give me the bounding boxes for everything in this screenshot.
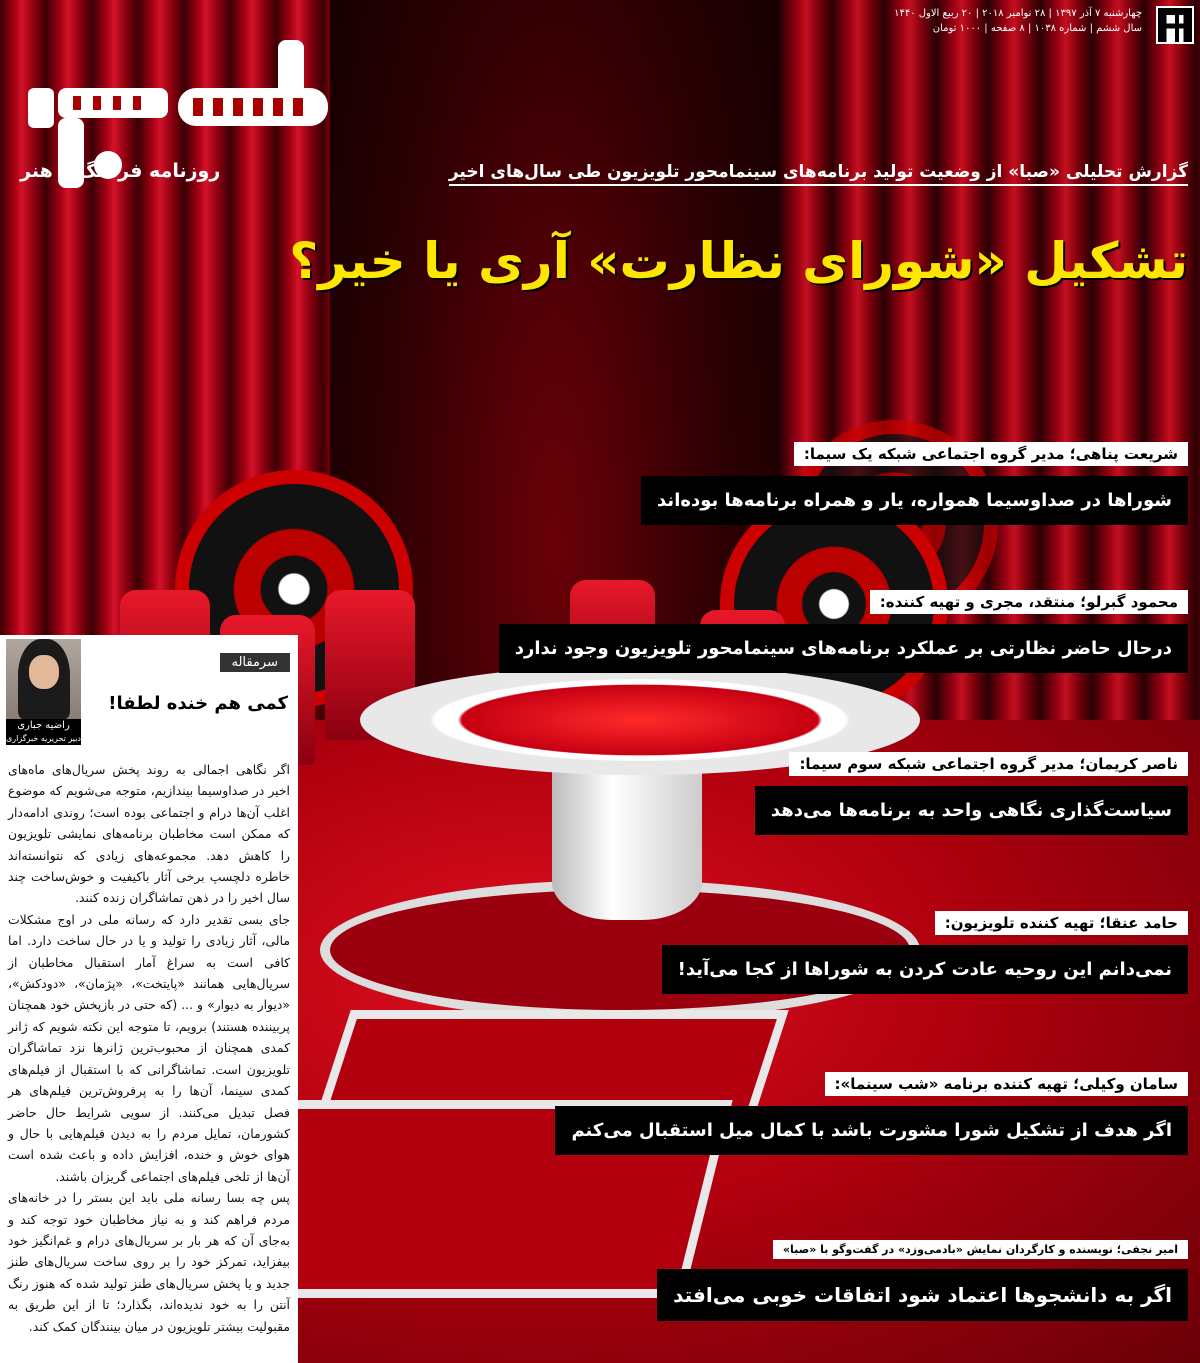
quote-text: سیاست‌گذاری نگاهی واحد به برنامه‌ها می‌دهد	[755, 786, 1188, 835]
quote-text: درحال حاضر نظارتی بر عملکرد برنامه‌های سینمامحور تلویزیون وجود ندارد	[499, 624, 1188, 673]
quote-speaker: محمود گبرلو؛ منتقد، مجری و تهیه کننده:	[870, 590, 1188, 614]
issue-line: سال ششم | شماره ۱۰۳۸ | ۸ صفحه | ۱۰۰۰ تومان	[932, 23, 1142, 34]
quote-speaker: سامان وکیلی؛ تهیه کننده برنامه «شب سینما»:	[825, 1072, 1188, 1096]
author-name: راضیه جباری	[6, 719, 81, 733]
quote-block	[657, 1238, 1188, 1321]
editorial-body	[8, 759, 290, 1337]
editorial-paragraph: جای بسی تقدیر دارد که رسانه ملی در اوج مشکلات مالی، آثار زیادی را تولید و یا در حال ساخت دارد. اما کافی است به سراغ آمار استقبال مخاطبان از سریال‌هایی همانند «پایتخت»، «پژمان»، «دودکش»، «دیوار به دیوار» و ... (که حتی در بازپخش خود همچنان پربیننده هستند) برویم، تا متوجه این نکته شویم که ژانر کمدی همچنان از محبوب‌ترین ژانرها نزد تماشاگران تلویزیون است. تماشاگرانی که با استقبال از فیلم‌های کمدی سینما، آن‌ها را به پرفروش‌ترین فیلم‌های هر فصل تبدیل می‌کنند. از سویی شرایط حال حاضر کشورمان، تمایل مردم را به دیدن فیلم‌هایی با حال و هوای خوش و خنده، افزایش داده و باعث شده است آن‌ها از تلخی فیلم‌های اجتماعی گریزان باشند.	[8, 911, 290, 1184]
main-headline: تشکیل «شورای نظارت» آری یا خیر؟	[289, 232, 1188, 290]
editorial-paragraph: اگر نگاهی اجمالی به روند پخش سریال‌های ماه‌های اخیر در صداوسیما بیندازیم، متوجه می‌شویم که موضوع اغلب آن‌ها درام و اجتماعی بوده است؛ روندی ادامه‌دار که ممکن است مخاطبان برنامه‌های نمایشی تلویزیون را کاهش دهد. مجموعه‌های زیادی که نتوانسته‌اند خاطره دلچسپ برخی آثار باکیفیت و خوش‌ساخت چند سال اخیر را در ذهن تماشاگران زنده کنند.	[8, 762, 290, 906]
quote-speaker: حامد عنقا؛ تهیه کننده تلویزیون:	[935, 911, 1188, 935]
quote-block	[755, 752, 1188, 835]
quote-block	[641, 442, 1188, 525]
quote-speaker: امیر نجفی؛ نویسنده و کارگردان نمایش «بادمی‌وزد» در گفت‌وگو با «صبا»	[773, 1240, 1188, 1259]
editorial-column	[0, 635, 298, 1363]
headline-kicker: گزارش تحلیلی «صبا» از وضعیت تولید برنامه‌های سینمامحور تلویزیون طی سال‌های اخیر	[449, 162, 1188, 186]
quote-block	[662, 911, 1188, 994]
editorial-title: کمی هم خنده لطفا!	[108, 693, 288, 714]
author-role: دبیر تحریریه خبرگزاری	[5, 734, 81, 743]
quote-block	[555, 1072, 1188, 1155]
quote-text: شوراها در صداوسیما همواره، یار و همراه برنامه‌ها بوده‌اند	[641, 476, 1188, 525]
quote-block	[499, 590, 1188, 673]
quote-text: اگر هدف از تشکیل شورا مشورت باشد با کمال میل استقبال می‌کنم	[555, 1106, 1188, 1155]
date-line: چهارشنبه ۷ آذر ۱۳۹۷ | ۲۸ نوامبر ۲۰۱۸ | ۲۰ ربیع الاول ۱۴۴۰	[894, 8, 1142, 19]
issue-info	[842, 6, 1142, 36]
quote-speaker: ناصر کریمان؛ مدیر گروه اجتماعی شبکه سوم سیما:	[789, 752, 1188, 776]
quote-speaker: شریعت پناهی؛ مدیر گروه اجتماعی شبکه یک سیما:	[794, 442, 1188, 466]
quote-text: نمی‌دانم این روحیه عادت کردن به شوراها از کجا می‌آید!	[662, 945, 1188, 994]
qr-code-icon	[1156, 6, 1194, 44]
section-tag: سرمقاله	[220, 653, 291, 672]
author-photo	[6, 639, 81, 719]
masthead-subtitle: روزنامه فرهنگ و هنر	[20, 160, 221, 182]
quote-text: اگر به دانشجوها اعتماد شود اتفاقات خوبی می‌افتد	[657, 1269, 1188, 1321]
editorial-paragraph: پس چه بسا رسانه ملی باید این بستر را در خانه‌های مردم فراهم کند و به نیاز مخاطبان خود توجه کند و به‌جای آن که هر بار بر سریال‌های درام و غم‌انگیز خود بیفزاید، تمرکز خود را بر روی ساخت سریال‌های طنز جدید و یا پخش سریال‌های طنز تولید شده که هنوز رنگ آنتن را به خود ندیده‌اند، بگذارد؛ تا از این طریق به مقبولیت بیشتر تلویزیون در میان بینندگان کمک کند.	[8, 1190, 290, 1334]
